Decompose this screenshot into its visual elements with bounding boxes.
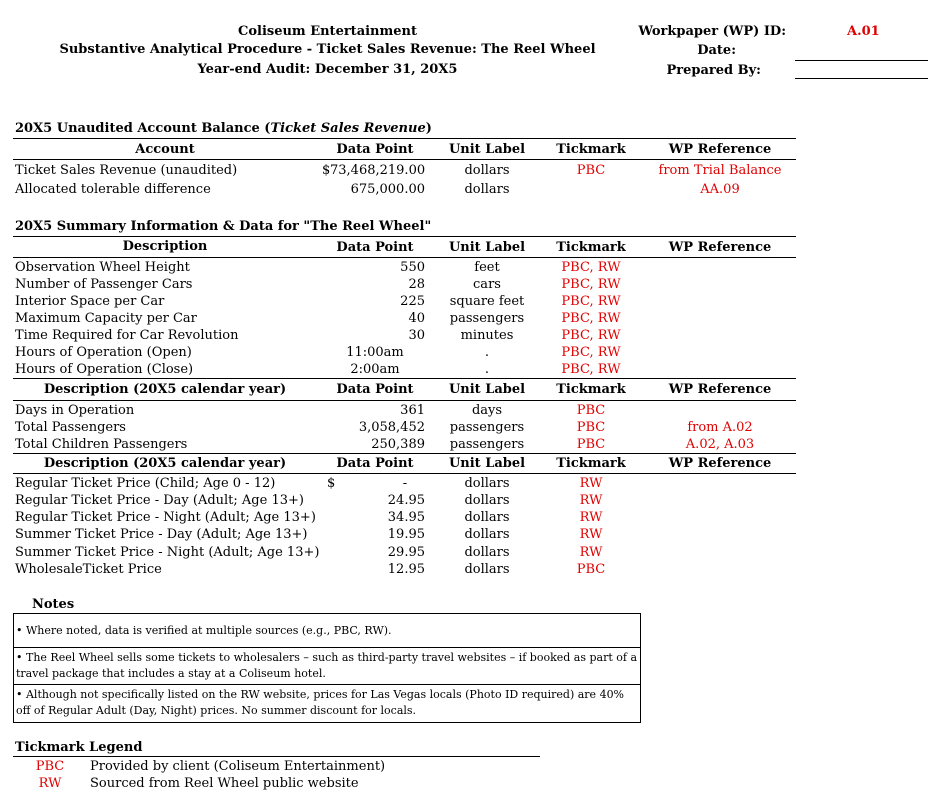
tickmark: RW bbox=[579, 545, 603, 560]
s3-header-unit: Unit Label bbox=[448, 382, 526, 397]
s1-header-data: Data Point bbox=[336, 142, 414, 157]
currency-symbol: $ bbox=[327, 476, 336, 491]
unit-label: dollars bbox=[464, 510, 510, 525]
legend-rule bbox=[13, 756, 540, 757]
unit-label: passengers bbox=[449, 420, 525, 435]
row-label: Time Required for Car Revolution bbox=[15, 328, 239, 343]
prepared-by-line bbox=[795, 78, 928, 79]
data-point: 19.95 bbox=[387, 527, 425, 542]
data-point: - bbox=[402, 476, 408, 491]
row-label: Number of Passenger Cars bbox=[15, 277, 193, 292]
tickmark: PBC bbox=[576, 403, 606, 418]
legend-description: Provided by client (Coliseum Entertainment) bbox=[90, 759, 386, 774]
s4-header-tick: Tickmark bbox=[556, 456, 626, 471]
legend-code: RW bbox=[38, 776, 62, 791]
currency-symbol: $ bbox=[322, 163, 331, 178]
row-label: Summer Ticket Price - Day (Adult; Age 13+) bbox=[15, 527, 308, 542]
unit-label: dollars bbox=[464, 476, 510, 491]
s2-header-unit: Unit Label bbox=[448, 240, 526, 255]
row-label: Regular Ticket Price - Night (Adult; Age 13+) bbox=[15, 510, 316, 525]
legend-title: Tickmark Legend bbox=[15, 740, 143, 755]
unit-label: dollars bbox=[464, 545, 510, 560]
wp-reference: from Trial Balance bbox=[658, 163, 782, 178]
s3-header-tick: Tickmark bbox=[556, 382, 626, 397]
notes-title: Notes bbox=[32, 597, 75, 612]
s2-header-wpref: WP Reference bbox=[668, 240, 772, 255]
legend-description: Sourced from Reel Wheel public website bbox=[90, 776, 359, 791]
section1-top-rule bbox=[13, 138, 796, 139]
tickmark: PBC, RW bbox=[561, 311, 621, 326]
procedure-title: Substantive Analytical Procedure - Ticket Sales Revenue: The Reel Wheel bbox=[59, 42, 596, 57]
tickmark: PBC bbox=[576, 437, 606, 452]
unit-label: passengers bbox=[449, 437, 525, 452]
row-label: Maximum Capacity per Car bbox=[15, 311, 197, 326]
unit-label: cars bbox=[473, 277, 501, 292]
section3-header-rule bbox=[13, 400, 796, 401]
unit-label: square feet bbox=[449, 294, 525, 309]
unit-label: dollars bbox=[464, 163, 510, 178]
note-item: • Although not specifically listed on the RW website, prices for Las Vegas locals (Photo ID required) are 40% off of Regular Adult (Day, Night) prices. No summer discount for locals. bbox=[13, 684, 641, 723]
s1-header-unit: Unit Label bbox=[448, 142, 526, 157]
row-label: Allocated tolerable difference bbox=[15, 182, 211, 197]
row-label: Regular Ticket Price (Child; Age 0 - 12) bbox=[15, 476, 276, 491]
wp-reference: from A.02 bbox=[687, 420, 753, 435]
section4-header-rule bbox=[13, 473, 796, 474]
legend-code: PBC bbox=[35, 759, 65, 774]
period-title: Year-end Audit: December 31, 20X5 bbox=[197, 62, 458, 77]
section4-top-rule bbox=[13, 453, 796, 454]
s1-header-tick: Tickmark bbox=[556, 142, 626, 157]
data-point: 40 bbox=[408, 311, 425, 326]
tickmark: RW bbox=[579, 527, 603, 542]
section2-header-rule bbox=[13, 257, 796, 258]
s3-header-wpref: WP Reference bbox=[668, 382, 772, 397]
unit-label: dollars bbox=[464, 182, 510, 197]
data-point: 12.95 bbox=[387, 562, 425, 577]
s1-header-wpref: WP Reference bbox=[668, 142, 772, 157]
row-label: Hours of Operation (Open) bbox=[15, 345, 192, 360]
data-point: 550 bbox=[400, 260, 425, 275]
s3-header-data: Data Point bbox=[336, 382, 414, 397]
section1-title: 20X5 Unaudited Account Balance (Ticket Sales Revenue) bbox=[15, 121, 432, 136]
unit-label: . bbox=[484, 362, 490, 377]
tickmark: RW bbox=[579, 493, 603, 508]
row-label: Total Children Passengers bbox=[15, 437, 188, 452]
data-point: 361 bbox=[400, 403, 425, 418]
s2-header-tick: Tickmark bbox=[556, 240, 626, 255]
tickmark: PBC, RW bbox=[561, 345, 621, 360]
data-point: 2:00am bbox=[350, 362, 400, 377]
data-point: 675,000.00 bbox=[350, 182, 425, 197]
date-label: Date: bbox=[697, 43, 736, 58]
s4-header-description: Description (20X5 calendar year) bbox=[43, 456, 287, 471]
wp-id-label: Workpaper (WP) ID: bbox=[638, 24, 786, 39]
tickmark: RW bbox=[579, 476, 603, 491]
section3-top-rule bbox=[13, 378, 796, 379]
s3-header-description: Description (20X5 calendar year) bbox=[43, 382, 287, 397]
wp-reference: A.02, A.03 bbox=[685, 437, 755, 452]
unit-label: minutes bbox=[460, 328, 514, 343]
unit-label: . bbox=[484, 345, 490, 360]
unit-label: feet bbox=[474, 260, 500, 275]
wp-id-value: A.01 bbox=[847, 24, 880, 39]
unit-label: passengers bbox=[449, 311, 525, 326]
data-point: 30 bbox=[408, 328, 425, 343]
data-point: 225 bbox=[400, 294, 425, 309]
row-label: Interior Space per Car bbox=[15, 294, 165, 309]
data-point: 73,468,219.00 bbox=[330, 163, 426, 178]
data-point: 3,058,452 bbox=[358, 420, 425, 435]
note-item: • The Reel Wheel sells some tickets to wholesalers – such as third-party travel websites – if booked as part of a travel package that includes a stay at a Coliseum hotel. bbox=[13, 647, 641, 685]
company-name: Coliseum Entertainment bbox=[237, 24, 417, 39]
s1-header-account: Account bbox=[135, 142, 195, 157]
s4-header-data: Data Point bbox=[336, 456, 414, 471]
tickmark: RW bbox=[579, 510, 603, 525]
row-label: Summer Ticket Price - Night (Adult; Age 13+) bbox=[15, 545, 320, 560]
row-label: Days in Operation bbox=[15, 403, 135, 418]
tickmark: PBC, RW bbox=[561, 277, 621, 292]
wp-reference: AA.09 bbox=[700, 182, 740, 197]
unit-label: dollars bbox=[464, 493, 510, 508]
tickmark: PBC, RW bbox=[561, 362, 621, 377]
date-line bbox=[795, 60, 928, 61]
s2-header-data: Data Point bbox=[336, 240, 414, 255]
row-label: Total Passengers bbox=[15, 420, 126, 435]
s4-header-unit: Unit Label bbox=[448, 456, 526, 471]
tickmark: PBC bbox=[576, 420, 606, 435]
row-label: Hours of Operation (Close) bbox=[15, 362, 194, 377]
unit-label: dollars bbox=[464, 527, 510, 542]
tickmark: PBC bbox=[576, 163, 606, 178]
unit-label: days bbox=[471, 403, 503, 418]
s2-header-description: Description bbox=[122, 239, 208, 254]
note-item: • Where noted, data is verified at multiple sources (e.g., PBC, RW). bbox=[13, 613, 641, 648]
data-point: 11:00am bbox=[346, 345, 404, 360]
prepared-by-label: Prepared By: bbox=[666, 63, 761, 78]
section1-header-rule bbox=[13, 159, 796, 160]
data-point: 29.95 bbox=[387, 545, 425, 560]
tickmark: PBC, RW bbox=[561, 294, 621, 309]
row-label: WholesaleTicket Price bbox=[15, 562, 162, 577]
row-label: Ticket Sales Revenue (unaudited) bbox=[15, 163, 238, 178]
tickmark: PBC bbox=[576, 562, 606, 577]
row-label: Regular Ticket Price - Day (Adult; Age 13+) bbox=[15, 493, 304, 508]
data-point: 24.95 bbox=[387, 493, 425, 508]
unit-label: dollars bbox=[464, 562, 510, 577]
data-point: 34.95 bbox=[387, 510, 425, 525]
data-point: 28 bbox=[408, 277, 425, 292]
data-point: 250,389 bbox=[371, 437, 425, 452]
row-label: Observation Wheel Height bbox=[15, 260, 190, 275]
tickmark: PBC, RW bbox=[561, 260, 621, 275]
section2-top-rule bbox=[13, 236, 796, 237]
tickmark: PBC, RW bbox=[561, 328, 621, 343]
s4-header-wpref: WP Reference bbox=[668, 456, 772, 471]
section2-title: 20X5 Summary Information & Data for "The Reel Wheel" bbox=[15, 219, 432, 234]
